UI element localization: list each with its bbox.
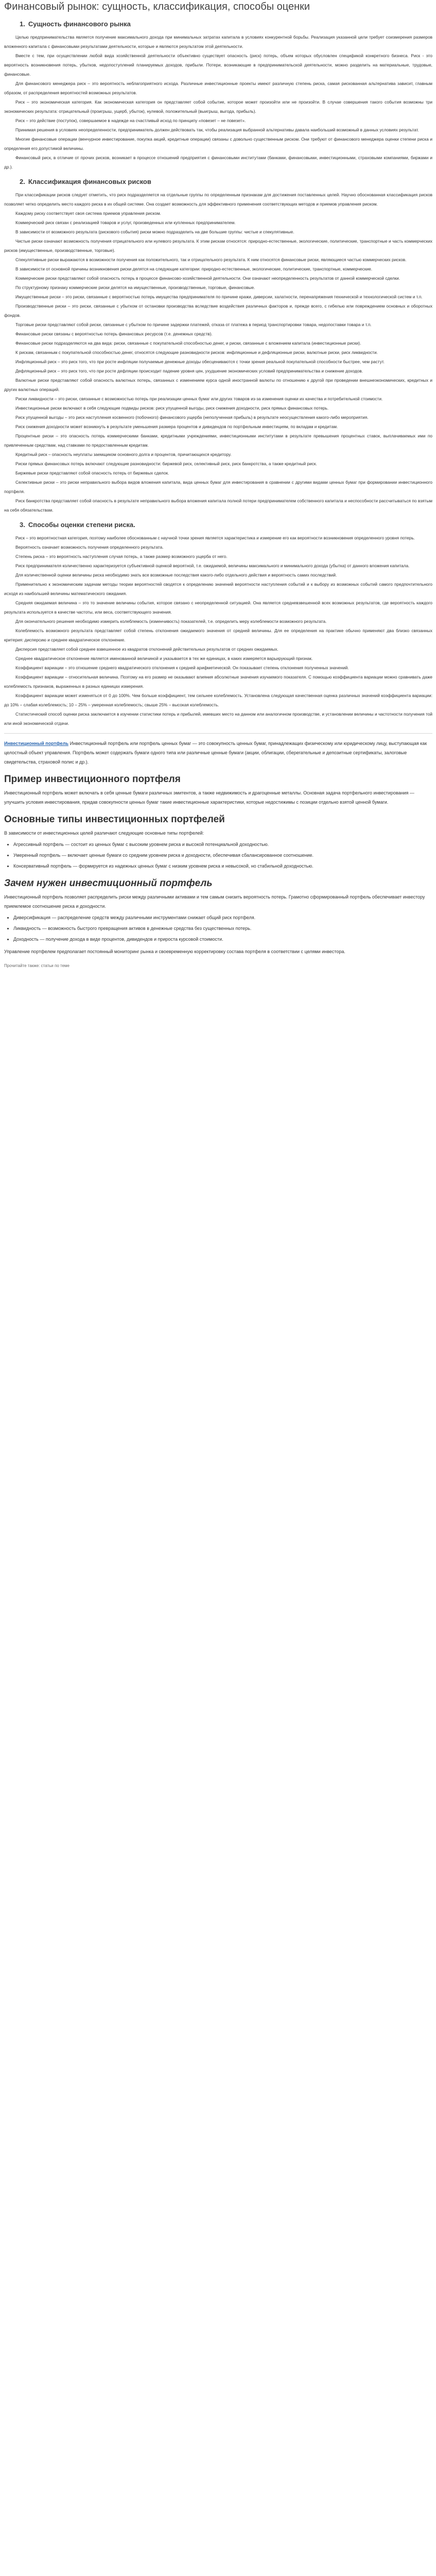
- heading-example: Пример инвестиционного портфеля: [4, 774, 181, 785]
- paragraph: Финансовые риски связаны с вероятностью потерь финансовых ресурсов (т.е. денежных средств).: [15, 331, 213, 336]
- section-number: 3.: [20, 521, 25, 529]
- paragraph: Чистые риски означают возможность получения отрицательного или нулевого результата. К этим рискам относятся: природно-естественные, экологические, политические, транспортные и часть коммерческих рисков (имущественные, производственные, торговые).: [4, 239, 432, 253]
- paragraph: Средняя ожидаемая величина – это то значение величины события, которое связано с неопределенной ситуацией. Она является средневзвешенной всех возможных результатов, где вероятность каждого результата используется в качестве частоты, или веса, соответствующего значения.: [4, 600, 432, 615]
- portfolio-article: [4, 739, 432, 971]
- paragraph: Процентные риски – это опасность потерь коммерческими банками, кредитными учреждениями, инвестиционными институтами в результате превышения процентных ставок, выплачиваемых ими по привлеченным средствам, над ставками по предоставленным кредитам.: [4, 433, 432, 448]
- heading-types: Основные типы инвестиционных портфелей: [4, 814, 225, 825]
- paragraph: Риск – это вероятностная категория, поэтому наиболее обоснованным с научной точки зрения является характеристика и измерение его как вероятности возникновения определенного уровня потерь.: [15, 535, 415, 540]
- why-text: Инвестиционный портфель позволяет распределить риски между различными активами и тем самым снизить вероятность потерь. Грамотно сформированный портфель обеспечивает инвестору приемлемое соотношение риска и доходности.: [4, 894, 425, 909]
- paragraph: Коэффициент вариации – это отношение среднего квадратического отклонения к средней арифметической. Он показывает степень отклонения полученных значений.: [15, 665, 349, 670]
- paragraph: По структурному признаку коммерческие риски делятся на имущественные, производственные, торговые, финансовые.: [15, 285, 255, 290]
- paragraph: Вместе с тем, при осуществлении любой вида хозяйственной деятельности объективно существует опасность (риск) потерь, объем которых обусловлен спецификой конкретного бизнеса. Риск - это вероятность возникновения потерь, убытков, недопоступлений планируемых доходов, прибыли. Потери, возникающие в предпринимательской деятельности, можно разделить на материальные, трудовые, финансовые.: [4, 53, 432, 77]
- paragraph: Многие финансовые операции (венчурное инвестирование, покупка акций, кредитные операции) связаны с довольно существенным риском. Они требуют от финансового менеджера оценки степени риска и определения его допустимой величины.: [4, 137, 432, 151]
- paragraph: Целью предпринимательства является получение максимального дохода при минимальных затратах капитала в условиях конкурентной борьбы. Реализация указанной цели требует соизмерения размеров вложенного капитала с финансовыми результатами деятельности, которые и являются результатом этой деятельности.: [4, 35, 432, 49]
- paragraph: Коммерческие риски представляют собой опасность потерь в процессе финансово-хозяйственной деятельности. Они означают неопределенность результатов от данной коммерческой сделки.: [15, 276, 400, 281]
- paragraph: При классификации рисков следует отметить, что риск подразделяется на отдельные группы по определенным признакам для достижения поставленных целей. Научно обоснованная классификация рисков позволяет четко определить место каждого риска в их общей системе. Она создает возможность для эффективного применения соответствующих методов и приемов управления риском.: [4, 192, 432, 207]
- paragraph: Для окончательного решения необходимо измерить колеблемость (изменчивость) показателей, т.е. определить меру колеблемости возможного результата.: [15, 619, 327, 624]
- list-item: • Диверсификация — распределение средств между различными инструментами снижает общий риск портфеля.: [13, 913, 432, 922]
- example-text: Инвестиционный портфель может включать в себя ценные бумаги различных эмитентов, а также недвижимость и драгоценные металлы. Основная задача портфельного инвестирования — улучшить условия инвестирования, придав совокупности ценных бумаг такие инвестиционные характеристики, которые недостижимы с позиции отдельно взятой ценной бумаги.: [4, 790, 414, 805]
- list-item: • Умеренный портфель — включает ценные бумаги со средним уровнем риска и доходности, обеспечивая сбалансированное соотношение.: [13, 851, 432, 860]
- list-item: • Ликвидность — возможность быстрого превращения активов в денежные средства без существенных потерь.: [13, 924, 432, 933]
- paragraph: В зависимости от основной причины возникновения риски делятся на следующие категории: природно-естественные, экологические, политические, транспортные, коммерческие.: [15, 266, 373, 272]
- section-title: Классификация финансовых рисков: [28, 178, 151, 185]
- section-title: Сущность финансового рынка: [28, 20, 131, 28]
- paragraph: Риски прямых финансовых потерь включают следующие разновидности: биржевой риск, селективный риск, риск банкротства, а также кредитный риск.: [15, 461, 317, 466]
- paragraph: В зависимости от возможного результата (рискового события) риски можно подразделить на две большие группы: чистые и спекулятивные.: [15, 229, 294, 234]
- section-number: 1.: [20, 20, 25, 28]
- paragraph: Коэффициент вариации может изменяться от 0 до 100%. Чем больше коэффициент, тем сильнее колеблемость. Установлена следующая качественная оценка различных значений коэффициента вариации: до 10% – слабая колеблемость; 10 – 25% – умеренная колеблемость; свыше 25% – высокая колеблемость.: [4, 693, 432, 707]
- heading-why: Зачем нужен инвестиционный портфель: [4, 878, 213, 889]
- paragraph: Инвестиционные риски включают в себя следующие подвиды рисков: риск упущенной выгоды, риск снижения доходности, риск прямых финансовых потерь.: [15, 405, 329, 411]
- paragraph: Риск банкротства представляет собой опасность в результате неправильного выбора вложения капитала полной потери предпринимателем собственного капитала и неспособности рассчитываться по взятым на себя обязательствам.: [4, 498, 432, 513]
- article: [4, 0, 432, 971]
- paragraph: Биржевые риски представляют собой опасность потерь от биржевых сделок.: [15, 470, 169, 476]
- paragraph: Финансовые риски подразделяются на два вида: риски, связанные с покупательной способностью денег, и риски, связанные с вложением капитала (инвестиционные риски).: [15, 341, 361, 346]
- paragraph: Риски ликвидности – это риски, связанные с возможностью потерь при реализации ценных бумаг или других товаров из-за изменения оценки их качества и потребительной стоимости.: [15, 396, 383, 401]
- paragraph: К рискам, связанным с покупательной способностью денег, относятся следующие разновидности рисков: инфляционные и дефляционные риски, валютные риски, риск ликвидности.: [15, 350, 378, 355]
- paragraph: Степень риска – это вероятность наступления случая потерь, а также размер возможного ущерба от него.: [15, 554, 228, 559]
- section-3-body: [4, 533, 432, 728]
- list-item: • Доходность — получение дохода в виде процентов, дивидендов и прироста курсовой стоимости.: [13, 935, 432, 944]
- section-heading-1: [20, 20, 432, 28]
- paragraph: Спекулятивные риски выражаются в возможности получения как положительного, так и отрицательного результата. К ним относятся финансовые риски, являющиеся частью коммерческих рисков.: [15, 257, 407, 262]
- paragraph: Статистический способ оценки риска заключается в изучении статистики потерь и прибылей, имевших место на данном или аналогичном производстве, и установлении величины и частотности получения той или иной экономической отдачи.: [4, 711, 432, 726]
- paragraph: Имущественные риски – это риски, связанные с вероятностью потерь имущества предпринимателя по причине кражи, диверсии, халатности, перенапряжения технической и технологической систем и т.п.: [15, 294, 423, 299]
- paragraph: Колеблемость возможного результата представляет собой степень отклонения ожидаемого значения от средней величины. Для ее определения на практике обычно применяют два близко связанных критерия: дисперсию и среднее квадратическое отклонение.: [4, 628, 432, 642]
- closing-text: Управление портфелем предполагает постоянный мониторинг рынка и своевременную корректировку состава портфеля в соответствии с целями инвестора.: [4, 949, 345, 954]
- paragraph: Коэффициент вариации – относительная величина. Поэтому на его размер не оказывают влияния абсолютные значения изучаемого показателя. С помощью коэффициента вариации можно сравнивать даже колеблемость признаков, выраженных в разных единицах измерения.: [4, 674, 432, 689]
- paragraph: Кредитный риск – опасность неуплаты заемщиком основного долга и процентов, причитающихся кредитору.: [15, 452, 232, 457]
- types-list: [4, 840, 432, 871]
- why-list: [4, 913, 432, 944]
- types-intro: В зависимости от инвестиционных целей различают следующие основные типы портфелей:: [4, 831, 204, 836]
- portfolio-intro-text: Инвестиционный портфель или портфель ценных бумаг — это совокупность ценных бумаг, принадлежащих физическому или юридическому лицу, выступающая как целостный объект управления. Портфель может содержать бумаги одного типа или различные ценные бумаги (акции, облигации, сберегательные и депозитные сертификаты, залоговые свидетельства, страховой полис и др.).: [4, 741, 427, 765]
- paragraph: Торговые риски представляют собой риски, связанные с убытком по причине задержки платежей, отказа от платежа в период транспортировки товара, недопоставки товара и т.п.: [15, 322, 372, 327]
- paragraph: Финансовый риск, в отличие от прочих рисков, возникает в процессе отношений предприятия с финансовыми институтами (банками, финансовыми, инвестиционными, страховыми компаниями, биржами и др.).: [4, 155, 432, 170]
- section-1-body: [4, 32, 432, 172]
- paragraph: Дефляционный риск – это риск того, что при росте дефляции происходит падение уровня цен, ухудшение экономических условий предпринимательства и снижение доходов.: [15, 368, 363, 374]
- page-title: Финансовый рынок: сущность, классификация, способы оценки: [4, 1, 310, 12]
- paragraph: Коммерческий риск связан с реализацией товаров и услуг, произведенных или купленных предпринимателем.: [15, 220, 236, 225]
- paragraph: Для количественной оценки величины риска необходимо знать все возможные последствия какого-либо отдельного действия и вероятность самих последствий.: [15, 572, 337, 578]
- list-item: • Агрессивный портфель — состоит из ценных бумаг с высоким уровнем риска и высокой потенциальной доходностью.: [13, 840, 432, 849]
- paragraph: Инфляционный риск – это риск того, что при росте инфляции получаемые денежные доходы обесцениваются с точки зрения реальной покупательной способности быстрее, чем растут.: [15, 359, 385, 364]
- paragraph: Принимая решения в условиях неопределенности, предприниматель должен действовать так, чтобы реализация выбранной альтернативы давала наибольший возможный в данных условиях результат.: [15, 127, 419, 132]
- section-heading-2: [20, 178, 432, 186]
- paragraph: Валютные риски представляют собой опасность валютных потерь, связанных с изменением курса одной иностранной валюты по отношению к другой при проведении внешнеэкономических, кредитных и других валютных операций.: [4, 378, 432, 392]
- divider: [4, 733, 432, 734]
- section-number: 2.: [20, 178, 25, 185]
- paragraph: Каждому риску соответствует своя система приемов управления риском.: [15, 211, 161, 216]
- footer-note: Прочитайте также: статьи по теме: [4, 963, 69, 968]
- portfolio-link[interactable]: Инвестиционный портфель: [4, 741, 69, 746]
- paragraph: Производственные риски – это риски, связанные с убытком от остановки производства вследствие воздействия различных факторов и, прежде всего, с гибелью или повреждением основных и оборотных фондов.: [4, 303, 432, 318]
- paragraph: Риск снижения доходности может возникнуть в результате уменьшения размера процентов и дивидендов по портфельным инвестициям, по вкладам и кредитам.: [15, 424, 338, 429]
- paragraph: Дисперсия представляет собой среднее взвешенное из квадратов отклонений действительных результатов от средних ожидаемых.: [15, 647, 278, 652]
- section-heading-3: [20, 521, 432, 529]
- section-2-body: [4, 190, 432, 515]
- paragraph: Применительно к экономическим задачам методы теории вероятностей сводятся к определению значений вероятности наступления событий и к выбору из возможных событий самого предпочтительного исходя из наибольшей величины математического ожидания.: [4, 582, 432, 596]
- paragraph: Для финансового менеджера риск – это вероятность неблагоприятного исхода. Различные инвестиционные проекты имеют различную степень риска, самая рискованная альтернатива зависит, главным образом, от распределения вероятностей возможных результатов.: [4, 81, 432, 95]
- paragraph: Среднее квадратическое отклонение является именованной величиной и указывается в тех же единицах, в каких измеряется варьирующий признак.: [15, 656, 313, 661]
- paragraph: Риск упущенной выгоды – это риск наступления косвенного (побочного) финансового ущерба (неполученная прибыль) в результате неосуществления какого-либо мероприятия.: [15, 415, 369, 420]
- portfolio-intro: [4, 739, 432, 767]
- list-item: • Консервативный портфель — формируется из надежных ценных бумаг с низким уровнем риска и невысокой, но стабильной доходностью.: [13, 861, 432, 871]
- section-title: Способы оценки степени риска.: [28, 521, 135, 529]
- paragraph: Вероятность означает возможность получения определенного результата.: [15, 545, 164, 550]
- paragraph: Селективные риски – это риски неправильного выбора видов вложения капитала, вида ценных бумаг для инвестирования в сравнении с другими видами ценных бумаг при формировании инвестиционного портфеля.: [4, 480, 432, 494]
- paragraph: Риск – это экономическая категория. Как экономическая категория он представляет собой событие, которое может произойти или не произойти. В случае совершения такого события возможны три экономических результата: отрицательный (проигрыш, ущерб, убыток), нулевой, положительный (выигрыш, выгода, прибыль).: [4, 99, 432, 114]
- paragraph: Риск предпринимателя количественно характеризуется субъективной оценкой вероятной, т.е. ожидаемой, величины максимального и минимального дохода (убытка) от данного вложения капитала.: [15, 563, 410, 568]
- paragraph: Риск – это действие (поступок), совершаемое в надежде на счастливый исход по принципу «повезет – не повезет».: [15, 118, 246, 123]
